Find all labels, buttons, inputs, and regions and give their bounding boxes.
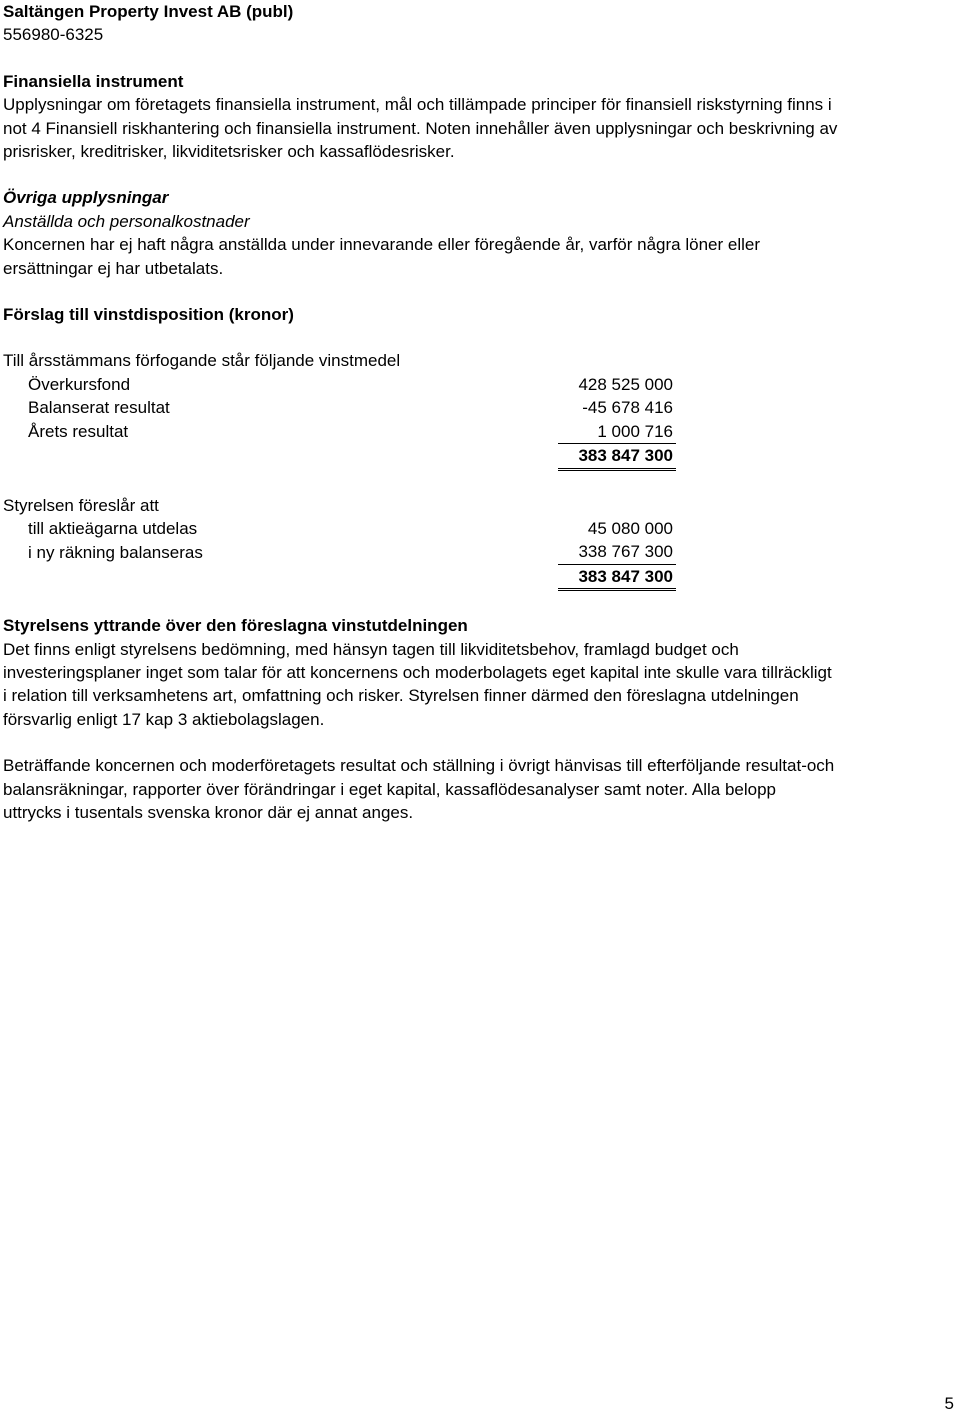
available-funds-intro: Till årsstämmans förfogande står följande vinstmedel bbox=[3, 351, 401, 371]
employees-subheading: Anställda och personalkostnader bbox=[3, 211, 250, 231]
page-number: 5 bbox=[944, 1394, 954, 1413]
table-row bbox=[3, 517, 676, 540]
reference-note-line: Beträffande koncernen och moderföretagets resultat och ställning i övrigt hänvisas till efterföljande resultat-och bbox=[3, 756, 835, 776]
table-row bbox=[3, 540, 676, 564]
row-value: 428 525 000 bbox=[578, 374, 673, 394]
board-proposal-block bbox=[3, 494, 953, 592]
reference-note-line: uttrycks i tusentals svenska kronor där ej annat anges. bbox=[3, 802, 414, 822]
other-information-section bbox=[3, 186, 953, 280]
financial-instruments-line: not 4 Finansiell riskhantering och finansiella instrument. Noten innehåller även upplysningar och beskrivning av bbox=[3, 118, 838, 138]
table-row bbox=[3, 396, 676, 419]
board-statement-line: i relation till verksamhetens art, omfattning och risker. Styrelsen finner därmed den föreslagna utdelningen bbox=[3, 686, 799, 706]
total-row bbox=[3, 444, 676, 469]
financial-instruments-line: Upplysningar om företagets finansiella instrument, mål och tillämpade principer för finansiell riskstyrning finns i bbox=[3, 95, 832, 115]
row-label: Överkursfond bbox=[28, 374, 131, 394]
board-statement-line: försvarlig enligt 17 kap 3 aktiebolagslagen. bbox=[3, 709, 325, 729]
proposal-total-value: 383 847 300 bbox=[558, 564, 676, 589]
row-value: 45 080 000 bbox=[587, 518, 673, 538]
other-information-line: Koncernen har ej haft några anställda under innevarande eller föregående år, varför några löner eller bbox=[3, 235, 760, 255]
board-statement-line: investeringsplaner inget som talar för att koncernens och moderbolagets eget kapital inte skulle vara tillräckligt bbox=[3, 662, 832, 682]
available-funds-table bbox=[3, 373, 676, 471]
row-value: 1 000 716 bbox=[597, 421, 673, 441]
table-row bbox=[3, 373, 676, 396]
reference-note-section bbox=[3, 754, 953, 824]
row-value: -45 678 416 bbox=[582, 398, 673, 418]
row-label: Årets resultat bbox=[28, 421, 129, 441]
total-row bbox=[3, 564, 676, 589]
company-name: Saltängen Property Invest AB (publ) bbox=[3, 2, 294, 21]
row-label: till aktieägarna utdelas bbox=[28, 518, 198, 538]
board-statement-line: Det finns enligt styrelsens bedömning, med hänsyn tagen till likviditetsbehov, framlagd budget och bbox=[3, 639, 739, 659]
organization-number: 556980-6325 bbox=[3, 25, 104, 45]
board-proposal-intro: Styrelsen föreslår att bbox=[3, 495, 159, 515]
row-label: i ny räkning balanseras bbox=[28, 542, 203, 562]
profit-proposal-section bbox=[3, 303, 953, 591]
financial-instruments-heading: Finansiella instrument bbox=[3, 71, 184, 91]
total-label bbox=[3, 564, 558, 589]
available-total-value: 383 847 300 bbox=[558, 444, 676, 469]
board-statement-heading: Styrelsens yttrande över den föreslagna vinstutdelningen bbox=[3, 616, 468, 636]
profit-proposal-heading: Förslag till vinstdisposition (kronor) bbox=[3, 305, 294, 325]
row-label: Balanserat resultat bbox=[28, 398, 170, 418]
table-row bbox=[3, 420, 676, 444]
total-label bbox=[3, 444, 558, 469]
other-information-line: ersättningar ej har utbetalats. bbox=[3, 258, 224, 278]
board-statement-section bbox=[3, 614, 953, 731]
board-proposal-table bbox=[3, 517, 676, 591]
row-value: 338 767 300 bbox=[578, 542, 673, 562]
other-information-heading: Övriga upplysningar bbox=[3, 188, 169, 208]
available-funds-block bbox=[3, 349, 953, 470]
document-page bbox=[3, 0, 953, 824]
reference-note-line: balansräkningar, rapporter över förändringar i eget kapital, kassaflödesanalyser samt noter. Alla belopp bbox=[3, 779, 777, 799]
financial-instruments-section bbox=[3, 70, 953, 164]
financial-instruments-line: prisrisker, kreditrisker, likviditetsrisker och kassaflödesrisker. bbox=[3, 142, 455, 162]
